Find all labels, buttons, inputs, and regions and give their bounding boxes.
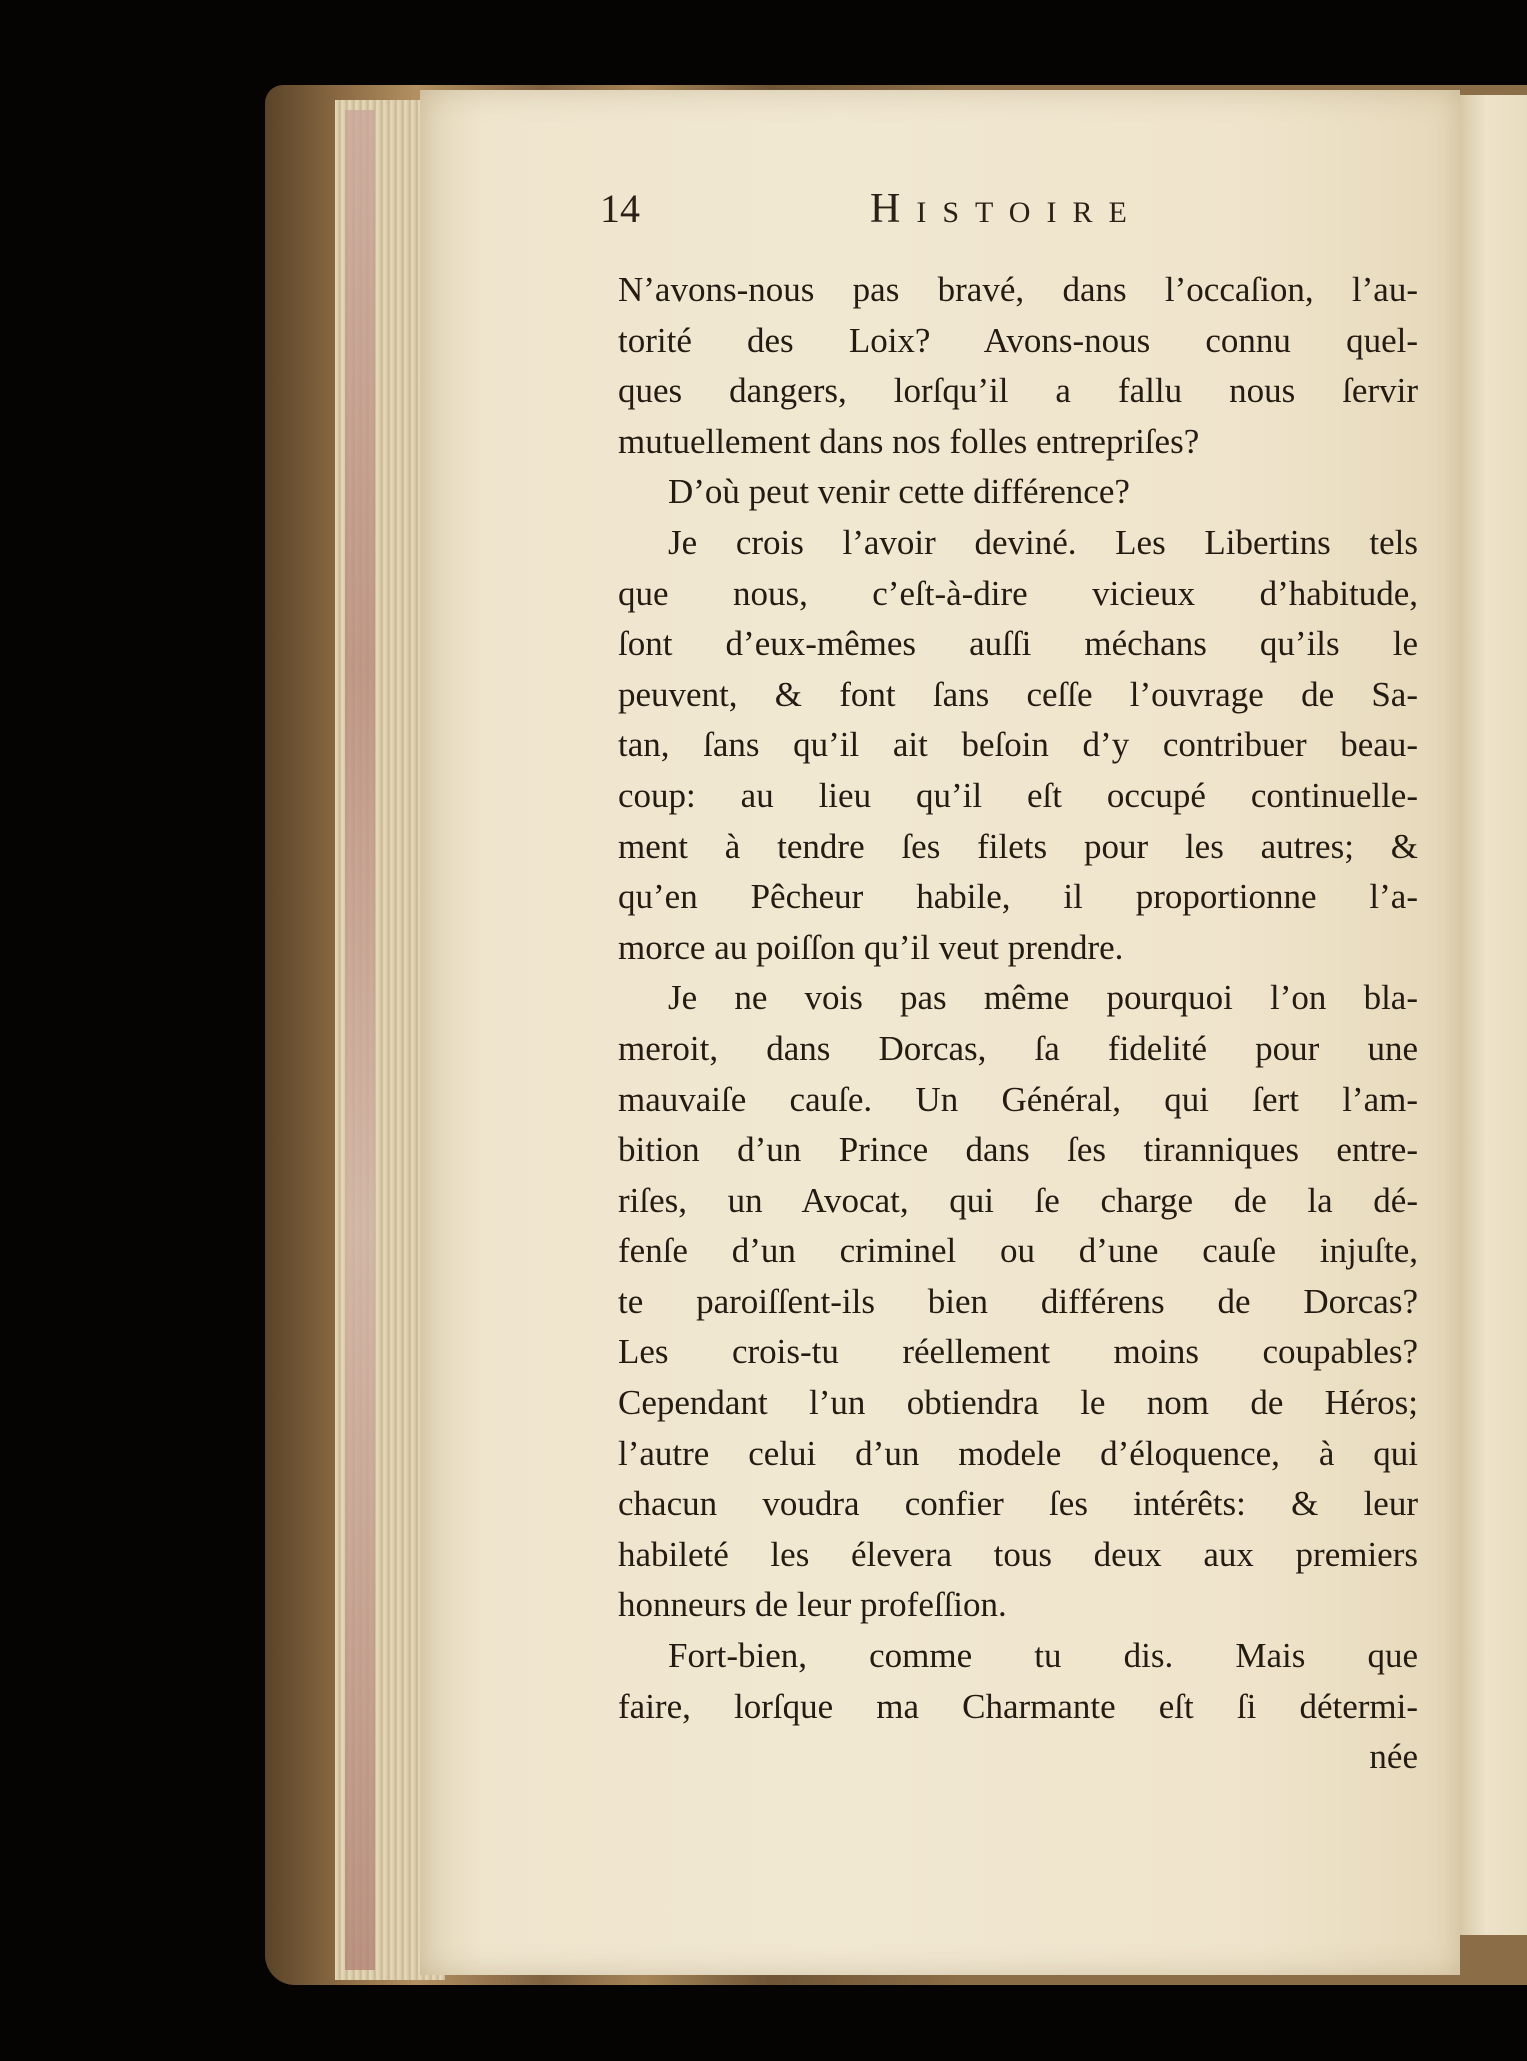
- running-title-initial: H: [870, 186, 917, 232]
- text-line: Cependant l’un obtiendra le nom de Héros;: [618, 1383, 1418, 1423]
- text-line: Je crois l’avoir deviné. Les Libertins tels: [668, 522, 1418, 562]
- text-line: coup: au lieu qu’il eſt occupé continuelle-: [618, 775, 1418, 815]
- text-line: habileté les élevera tous deux aux premiers: [618, 1534, 1418, 1574]
- text-line: ment à tendre ſes filets pour les autres; &: [618, 826, 1418, 866]
- text-line: faire, lorſque ma Charmante eſt ſi détermi-: [618, 1686, 1418, 1726]
- red-marbled-edge: [345, 110, 375, 1970]
- text-line: D’où peut venir cette différence?: [668, 472, 1130, 512]
- text-line: chacun voudra confier ſes intérêts: & leur: [618, 1484, 1418, 1524]
- text-line: Je ne vois pas même pourquoi l’on bla-: [668, 978, 1418, 1018]
- text-line: torité des Loix? Avons-nous connu quel-: [618, 320, 1418, 360]
- running-title-rest: ISTOIRE: [916, 196, 1143, 229]
- text-line: ſont d’eux-mêmes auſſi méchans qu’ils le: [618, 624, 1418, 664]
- facing-page-edge: [1460, 95, 1527, 1935]
- text-line: qu’en Pêcheur habile, il proportionne l’a-: [618, 877, 1418, 917]
- text-line: peuvent, & font ſans ceſſe l’ouvrage de Sa-: [618, 674, 1418, 714]
- text-line: bition d’un Prince dans ſes tiranniques entre-: [618, 1130, 1418, 1170]
- text-line: te paroiſſent-ils bien différens de Dorcas?: [618, 1281, 1418, 1321]
- text-line: Fort-bien, comme tu dis. Mais que: [668, 1636, 1418, 1676]
- text-line: morce au poiſſon qu’il veut prendre.: [618, 927, 1124, 967]
- catchword: née: [1369, 1737, 1418, 1777]
- text-line: tan, ſans qu’il ait beſoin d’y contribuer beau-: [618, 725, 1418, 765]
- text-line: N’avons-nous pas bravé, dans l’occaſion, l’au-: [618, 270, 1418, 309]
- running-title: [870, 185, 1143, 233]
- text-line: ques dangers, lorſqu’il a fallu nous ſervir: [618, 371, 1418, 411]
- text-line: mutuellement dans nos folles entrepriſes?: [618, 421, 1200, 461]
- text-line: fenſe d’un criminel ou d’une cauſe injuſte,: [618, 1231, 1418, 1271]
- page-header: [600, 185, 1220, 245]
- text-line: l’autre celui d’un modele d’éloquence, à qui: [618, 1433, 1418, 1473]
- text-line: que nous, c’eſt-à-dire vicieux d’habitude,: [618, 573, 1418, 613]
- page-number: 14: [600, 186, 640, 231]
- text-line: mauvaiſe cauſe. Un Général, qui ſert l’am-: [618, 1079, 1418, 1119]
- text-line: riſes, un Avocat, qui ſe charge de la dé-: [618, 1180, 1418, 1220]
- text-line: honneurs de leur profeſſion.: [618, 1585, 1007, 1625]
- body-text: [618, 265, 1418, 1783]
- text-line: meroit, dans Dorcas, ſa fidelité pour une: [618, 1028, 1418, 1068]
- text-line: Les crois-tu réellement moins coupables?: [618, 1332, 1418, 1372]
